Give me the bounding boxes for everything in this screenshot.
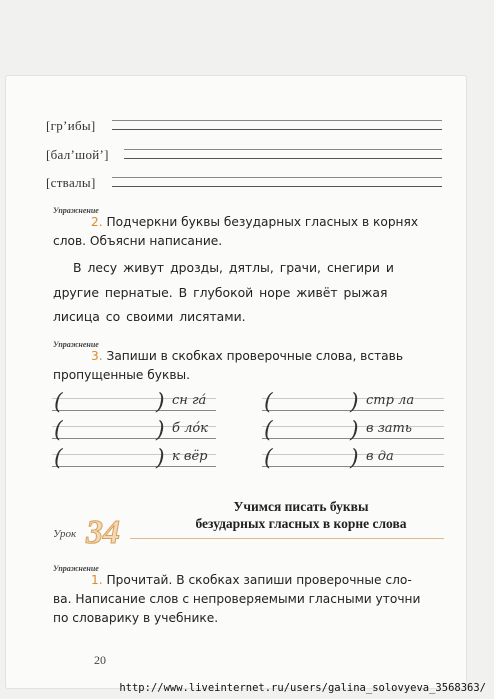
text-line: В лесу живут дрозды, дятлы, грачи, снегири и: [73, 260, 394, 275]
lesson-divider: [130, 538, 444, 539]
exercise-heading: Упражнение: [53, 206, 99, 215]
writing-line-guide: [124, 149, 442, 150]
cursive-word: б лóк: [172, 421, 208, 436]
cursive-answer-row[interactable]: ( ) стр ла: [262, 392, 444, 412]
instruction-text: пропущенные буквы.: [53, 368, 191, 382]
lesson-title-line: безударных гласных в корне слова: [195, 516, 407, 531]
text-line: другие пернатые. В глубокой норе живёт рыжая: [53, 284, 388, 300]
lesson-number: 34: [86, 514, 120, 551]
exercise-number: 2.: [91, 215, 103, 229]
cursive-answer-row[interactable]: ( ) сн га́: [52, 392, 216, 412]
instruction-text: Подчеркни буквы безударных гласных в корнях: [106, 215, 419, 229]
instruction-text: Запиши в скобках проверочные слова, вставь: [106, 349, 404, 363]
page-number: 20: [94, 653, 106, 667]
exercise-number: 3.: [91, 349, 103, 363]
cursive-word: в да: [366, 449, 394, 464]
writing-line-guide: [112, 120, 442, 121]
transcription-3: [ствалы]: [46, 175, 96, 190]
cursive-answer-row[interactable]: ( ) к вёр: [52, 448, 216, 468]
instruction-text: слов. Объясни написание.: [53, 234, 223, 248]
lesson-label: Урок: [53, 528, 77, 540]
instruction-text: ва. Написание слов с непроверяемыми гласными уточни: [53, 592, 421, 606]
cursive-word: стр ла: [366, 393, 415, 408]
instruction-text: по словарику в учебнике.: [53, 611, 219, 625]
transcription-2: [бал’шой’]: [46, 147, 109, 162]
source-url-caption[interactable]: http://www.liveinternet.ru/users/galina_solovyeva_3568363/: [119, 682, 486, 694]
exercise-2-instruction: [53, 213, 453, 251]
transcription-1: [гр’ибы]: [46, 118, 96, 133]
cursive-answer-row[interactable]: ( ) б лóк: [52, 420, 216, 440]
cursive-answer-row[interactable]: ( ) в зать: [262, 420, 444, 440]
exercise-2-text: [53, 256, 453, 330]
writing-line[interactable]: [124, 158, 442, 159]
cursive-word: к вёр: [172, 449, 208, 464]
writing-line-guide: [112, 177, 442, 178]
exercise-3-instruction: [53, 347, 453, 385]
text-line: лисица со своими лисятами.: [53, 309, 246, 324]
exercise-heading: Упражнение: [53, 564, 99, 573]
workbook-page: [6, 76, 466, 688]
cursive-word: в зать: [366, 421, 412, 436]
writing-line[interactable]: [112, 129, 442, 130]
exercise-heading: Упражнение: [53, 340, 99, 349]
exercise-1-instruction: [53, 571, 453, 628]
cursive-answer-row[interactable]: ( ) в да: [262, 448, 444, 468]
writing-line[interactable]: [112, 186, 442, 187]
lesson-title-line: Учимся писать буквы: [233, 499, 369, 514]
lesson-title: [156, 498, 446, 532]
exercise-number: 1.: [91, 573, 103, 587]
cursive-word: сн га́: [172, 393, 207, 408]
instruction-text: Прочитай. В скобках запиши проверочные сло-: [106, 573, 412, 587]
